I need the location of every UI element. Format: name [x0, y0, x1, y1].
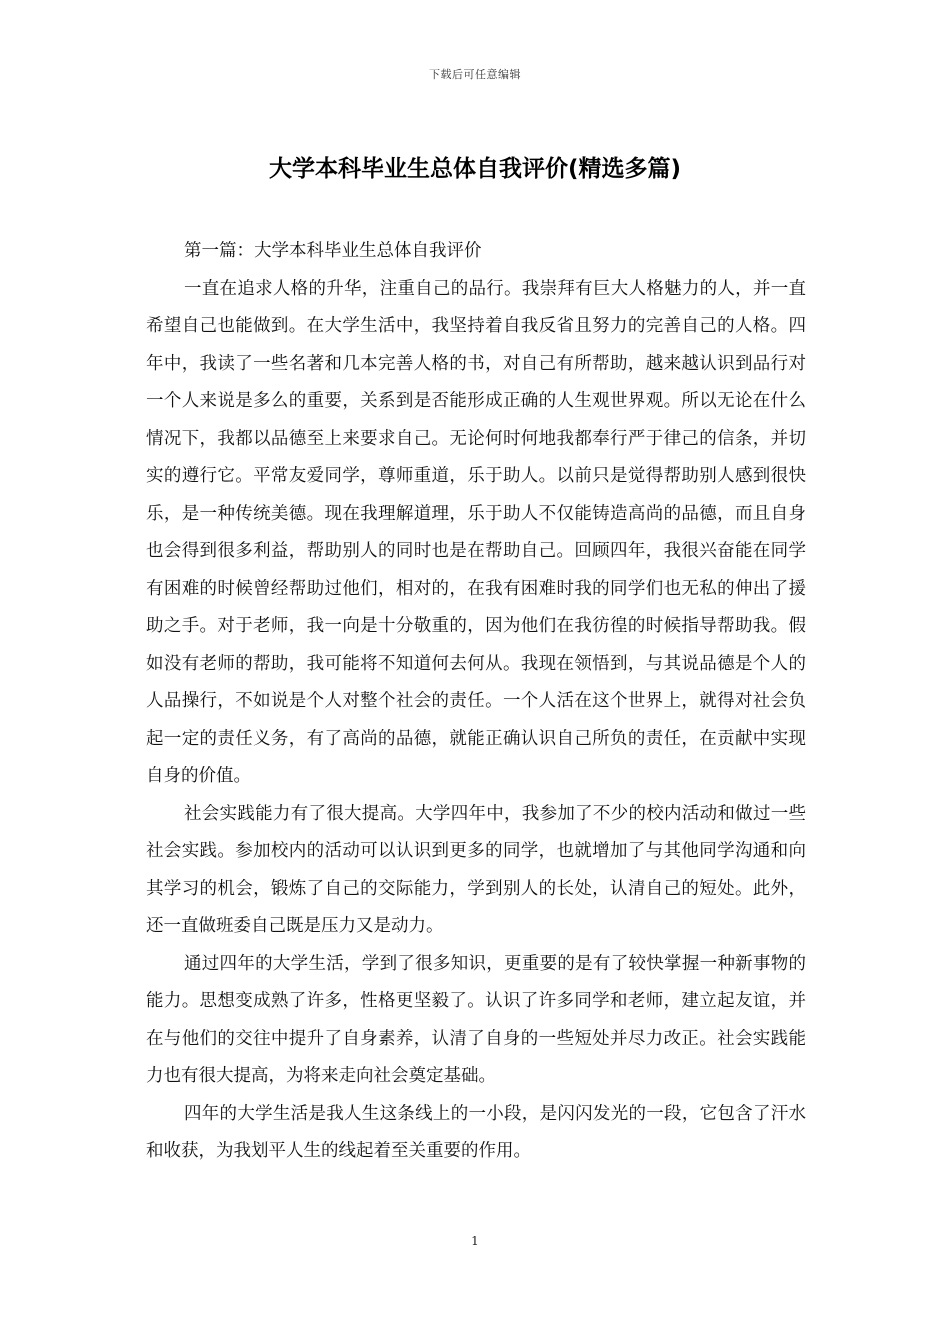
paragraph-4: 四年的大学生活是我人生这条线上的一小段，是闪闪发光的一段，它包含了汗水和收获，为我划平人生的线起着至关重要的作用。 — [146, 1103, 806, 1161]
page-number: 1 — [471, 1234, 479, 1248]
paragraph-2: 社会实践能力有了很大提高。大学四年中，我参加了不少的校内活动和做过一些社会实践。参加校内的活动可以认识到更多的同学，也就增加了与其他同学沟通和向其学习的机会，锻炼了自己的交际能力，学到别人的长处，认清自己的短处。此外，还一直做班委自己既是压力又是动力。 — [146, 803, 806, 936]
paragraph-1: 一直在追求人格的升华，注重自己的品行。我崇拜有巨大人格魅力的人，并一直希望自己也能做到。在大学生活中，我坚持着自我反省且努力的完善自己的人格。四年中，我读了一些名著和几本完善人格的书，对自己有所帮助，越来越认识到品行对一个人来说是多么的重要，关系到是否能形成正确的人生观世界观。所以无论在什么情况下，我都以品德至上来要求自己。无论何时何地我都奉行严于律己的信条，并切实的遵行它。平常友爱同学，尊师重道，乐于助人。以前只是觉得帮助别人感到很快乐，是一种传统美德。现在我理解道理，乐于助人不仅能铸造高尚的品德，而且自身也会得到很多利益，帮助别人的同时也是在帮助自己。回顾四年，我很兴奋能在同学有困难的时候曾经帮助过他们，相对的，在我有困难时我的同学们也无私的伸出了援助之手。对于老师，我一向是十分敬重的，因为他们在我彷徨的时候指导帮助我。假如没有老师的帮助，我可能将不知道何去何从。我现在领悟到，与其说品德是个人的人品操行，不如说是个人对整个社会的责任。一个人活在这个世界上，就得对社会负起一定的责任义务，有了高尚的品德，就能正确认识自己所负的责任，在贡献中实现自身的价值。 — [146, 278, 806, 786]
paragraph-3: 通过四年的大学生活，学到了很多知识，更重要的是有了较快掌握一种新事物的能力。思想变成熟了许多，性格更坚毅了。认识了许多同学和老师，建立起友谊，并在与他们的交往中提升了自身素养，认清了自身的一些短处并尽力改正。社会实践能力也有很大提高，为将来走向社会奠定基础。 — [146, 953, 806, 1086]
section-heading: 第一篇：大学本科毕业生总体自我评价 — [184, 241, 482, 261]
header-note: 下载后可任意编辑 — [429, 68, 521, 81]
document-title: 大学本科毕业生总体自我评价(精选多篇) — [268, 156, 682, 182]
document-body — [146, 233, 806, 1171]
